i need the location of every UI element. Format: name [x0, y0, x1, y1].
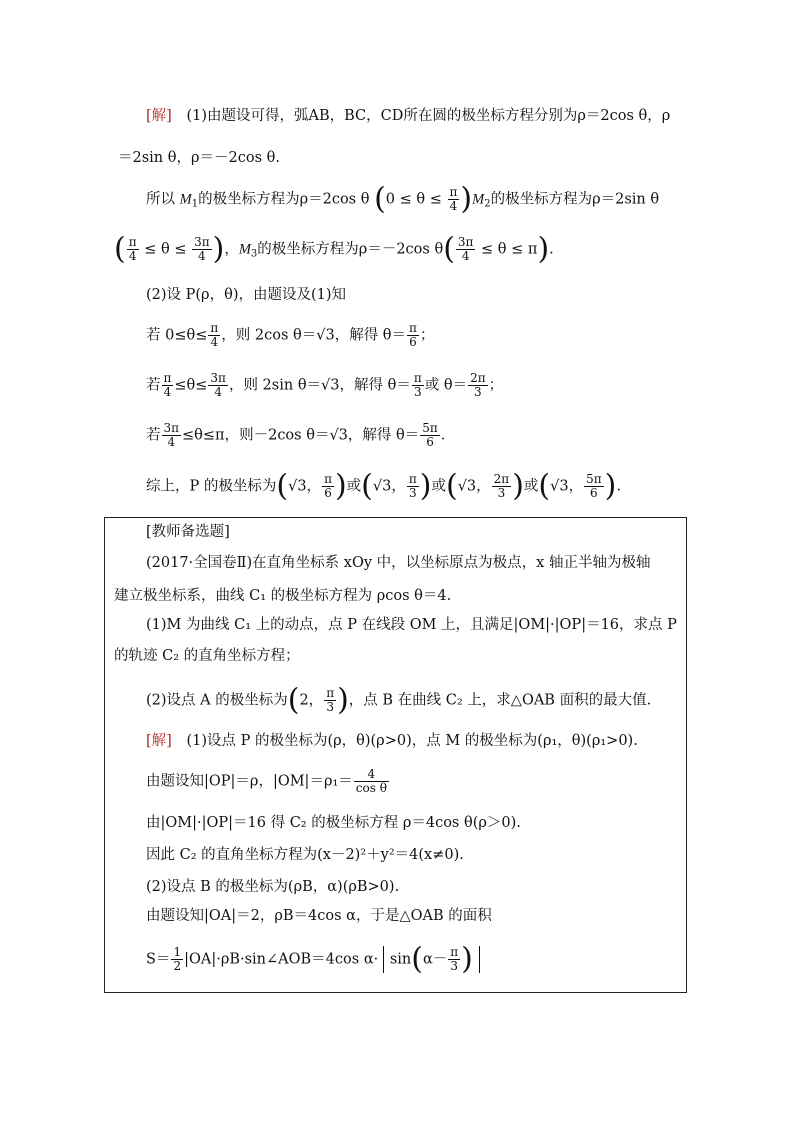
teacher-line-1: (2017·全国卷Ⅱ)在直角坐标系 xOy 中，以坐标原点为极点，x 轴正半轴为极轴: [146, 555, 651, 571]
solution-line-7: 若 $\frac{\pi}{4}$ ≤θ≤ $\frac{3\pi}{4}$ ，则 2sin θ＝√3，解得 θ＝ $\frac{\pi}{3}$ 或 θ＝ $\frac{2\pi}{3}$ ；: [146, 371, 504, 399]
teacher-solution-line-6: 由题设知|OA|＝2，ρB＝4cos α，于是△OAB 的面积: [146, 908, 492, 924]
teacher-line-3: (1)M 为曲线 C₁ 上的动点，点 P 在线段 OM 上，且满足|OM|·|OP|＝16，求点 P: [146, 617, 677, 633]
teacher-solution-line-7: S＝ $\frac{1}{2}$ |OA|·ρB·sin∠AOB＝4cos α· sin(α－ $\frac{\pi}{3}$ ): [146, 946, 480, 973]
teacher-solution-line-2: 由题设知|OP|＝ρ，|OM|＝ρ₁＝ $\frac{4}{\text{cos θ}}$: [146, 767, 387, 795]
teacher-line-2: 建立极坐标系，曲线 C₁ 的极坐标方程为 ρcos θ＝4.: [114, 588, 452, 604]
teacher-line-4: 的轨迹 C₂ 的直角坐标方程；: [114, 648, 300, 664]
teacher-solution-line-1: [解] (1)设点 P 的极坐标为(ρ，θ)(ρ>0)，点 M 的极坐标为(ρ₁，θ)(ρ₁>0).: [146, 733, 638, 749]
teacher-solution-line-4: 因此 C₂ 的直角坐标方程为(x－2)²＋y²＝4(x≠0).: [146, 847, 464, 863]
solution-line-8: 若 $\frac{3\pi}{4}$ ≤θ≤π，则－2cos θ＝√3，解得 θ＝ $\frac{5\pi}{6}$ .: [146, 421, 446, 449]
solution-line-6: 若 0≤θ≤ $\frac{\pi}{4}$ ，则 2cos θ＝√3，解得 θ＝ $\frac{\pi}{6}$ ；: [146, 321, 435, 349]
teacher-solution-tag: [解]: [146, 733, 172, 749]
abs-sin-expression: sin(α－ $\frac{\pi}{3}$ ): [383, 946, 480, 973]
solution-line-3: 所以 $M_1$的极坐标方程为ρ＝2cos θ (0 ≤ θ ≤ $\frac{\pi}{4}$ )$M_2$的极坐标方程为ρ＝2sin θ: [146, 181, 660, 217]
solution-line-4: ( $\frac{\pi}{4}$ ≤ θ ≤ $\frac{3\pi}{4}$ )，$M_3$的极坐标方程为ρ＝－2cos θ( $\frac{3\pi}{4}$ ≤ θ ≤ π).: [114, 231, 554, 267]
solution-line-9: 综上，P 的极坐标为(√3， $\frac{\pi}{6}$ )或(√3， $\frac{\pi}{3}$ )或(√3， $\frac{2\pi}{3}$ )或(√3， $\frac{5\pi}{6}$ ).: [146, 468, 621, 504]
solution-tag: [解]: [146, 108, 172, 124]
solution-line-2: ＝2sin θ，ρ＝－2cos θ.: [118, 150, 280, 166]
teacher-line-5: (2)设点 A 的极坐标为(2， $\frac{\pi}{3}$ )，点 B 在曲线 C₂ 上，求△OAB 面积的最大值.: [146, 682, 652, 718]
teacher-title: [教师备选题]: [146, 524, 230, 540]
teacher-solution-line-5: (2)设点 B 的极坐标为(ρB，α)(ρB>0).: [146, 879, 400, 895]
solution-line-5: (2)设 P(ρ，θ)，由题设及(1)知: [146, 287, 347, 303]
solution-line-1: [146, 106, 670, 126]
solution-text-1: (1)由题设可得，弧AB，BC，CD所在圆的极坐标方程分别为ρ＝2cos θ，ρ: [186, 108, 671, 124]
teacher-solution-line-3: 由|OM|·|OP|＝16 得 C₂ 的极坐标方程 ρ＝4cos θ(ρ＞0).: [146, 815, 521, 831]
